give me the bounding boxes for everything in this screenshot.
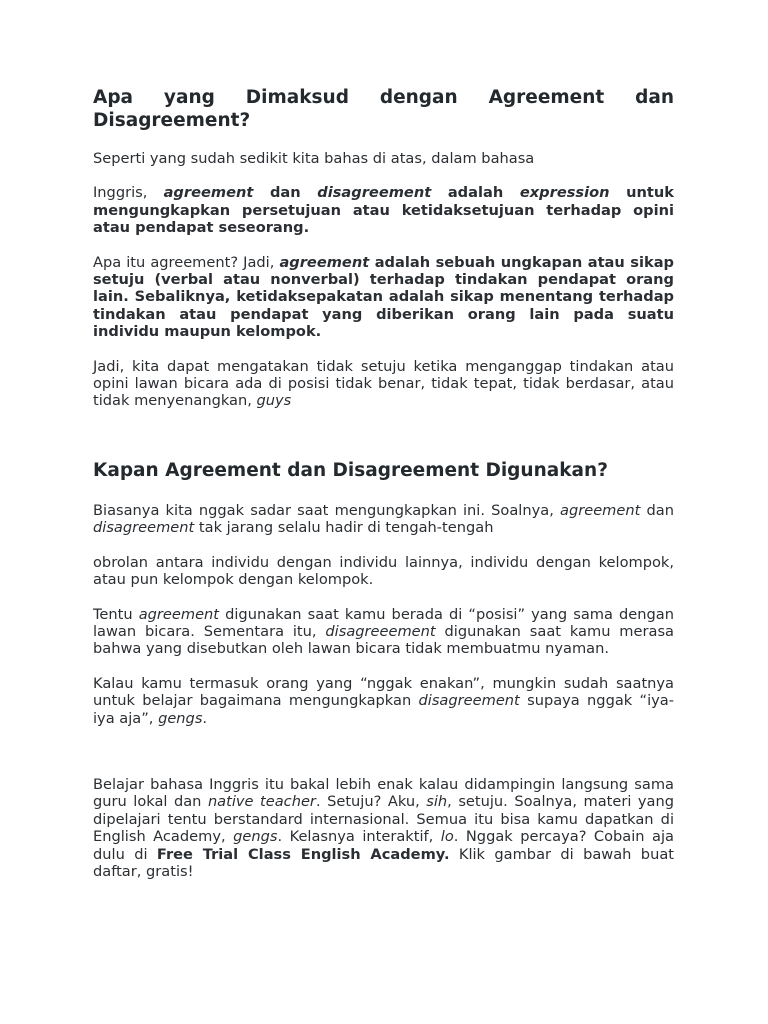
paragraph-what-is-agreement bbox=[93, 254, 674, 341]
paragraph-promo bbox=[93, 776, 674, 880]
italic-text-run: agreement bbox=[560, 501, 641, 519]
paragraph-disagree-explanation bbox=[93, 358, 674, 410]
text-run: digunakan saat kamu berada di “posisi” yang sama dengan lawan bicara. Sementara itu, bbox=[93, 605, 674, 640]
text-run: . Setuju? Aku, bbox=[315, 793, 427, 811]
bold-text-run: Free Trial Class English Academy. bbox=[156, 845, 450, 863]
text-run: Apa itu agreement? Jadi, bbox=[93, 253, 280, 271]
italic-text-run: disagreeement bbox=[325, 622, 436, 640]
bold-text-run: agreement bbox=[163, 184, 254, 202]
text-run: tak jarang selalu hadir di tengah-tengah bbox=[194, 519, 494, 537]
paragraph-usage-when bbox=[93, 606, 674, 658]
article-content bbox=[93, 86, 674, 880]
paragraph-intro: Seperti yang sudah sedikit kita bahas di atas, dalam bahasa bbox=[93, 150, 535, 167]
text-run: . bbox=[202, 709, 208, 727]
bold-text-run: expression bbox=[519, 184, 610, 202]
text-run: . Kelasnya interaktif, bbox=[277, 828, 441, 846]
italic-text-run: gengs bbox=[233, 828, 278, 846]
text-run: Biasanya kita nggak sadar saat mengungkapkan ini. Soalnya, bbox=[93, 501, 561, 519]
text-run: Jadi, kita dapat mengatakan tidak setuju ketika menganggap tindakan atau opini lawan bicara ada di posisi tidak benar, tidak tepat, tidak berdasar, atau tidak menyenangkan, bbox=[93, 357, 674, 410]
bold-text-run: dan bbox=[253, 184, 318, 202]
italic-text-run: gengs bbox=[158, 709, 203, 727]
text-run: Inggris, bbox=[93, 184, 164, 202]
text-run: Kalau kamu termasuk orang yang “nggak enakan”, mungkin sudah saatnya untuk belajar bagaimana mengungkapkan bbox=[93, 674, 674, 710]
text-run: Belajar bahasa Inggris itu bakal lebih enak kalau didampingin langsung sama guru lokal dan bbox=[93, 775, 674, 811]
paragraph-agreement-definition bbox=[93, 184, 674, 236]
bold-text-run: adalah sebuah ungkapan atau sikap setuju (verbal atau nonverbal) terhadap tindakan pendapat orang lain. Sebaliknya, ketidaksepakatan adalah sikap menentang terhadap tindakan atau pendapat yang diberikan orang lain pada suatu individu maupun kelompok. bbox=[93, 253, 674, 341]
bold-text-run: untuk mengungkapkan persetujuan atau ketidaksetujuan terhadap opini atau pendapat seseorang. bbox=[93, 184, 674, 237]
section-heading-definition: Apa yang Dimaksud dengan Agreement dan Disagreement? bbox=[93, 87, 674, 131]
text-run: . Nggak percaya? Cobain aja dulu di bbox=[93, 828, 674, 863]
text-run: , setuju. Soalnya, materi yang dipelajari tentu berstandard internasional. Semua itu bisa kamu dapatkan di English Academy, bbox=[93, 793, 675, 846]
paragraph-usage-context: obrolan antara individu dengan individu lainnya, individu dengan kelompok, atau pun kelompok dengan kelompok. bbox=[93, 553, 674, 589]
text-run: supaya nggak “iya-iya aja”, bbox=[93, 692, 675, 727]
italic-text-run: guys bbox=[256, 392, 292, 410]
text-run: digunakan saat kamu merasa bahwa yang disebutkan oleh lawan bicara tidak membuatmu nyaman. bbox=[93, 622, 674, 658]
text-run: dan bbox=[640, 501, 674, 519]
italic-text-run: native teacher bbox=[207, 793, 316, 811]
italic-text-run: disagreement bbox=[418, 692, 520, 710]
paragraph-usage-advice bbox=[93, 675, 674, 727]
bold-text-run: agreement bbox=[279, 253, 370, 271]
italic-text-run: sih bbox=[426, 793, 448, 811]
bold-text-run: adalah bbox=[431, 184, 520, 202]
text-run: Klik gambar di bawah buat daftar, gratis! bbox=[93, 845, 674, 880]
italic-text-run: disagreement bbox=[93, 519, 195, 537]
paragraph-usage-intro bbox=[93, 502, 674, 537]
text-run: Tentu bbox=[93, 605, 139, 623]
italic-text-run: lo bbox=[440, 828, 454, 846]
bold-text-run: disagreement bbox=[317, 184, 432, 202]
italic-text-run: agreement bbox=[138, 605, 220, 623]
section-heading-usage: Kapan Agreement dan Disagreement Digunakan? bbox=[93, 459, 608, 481]
